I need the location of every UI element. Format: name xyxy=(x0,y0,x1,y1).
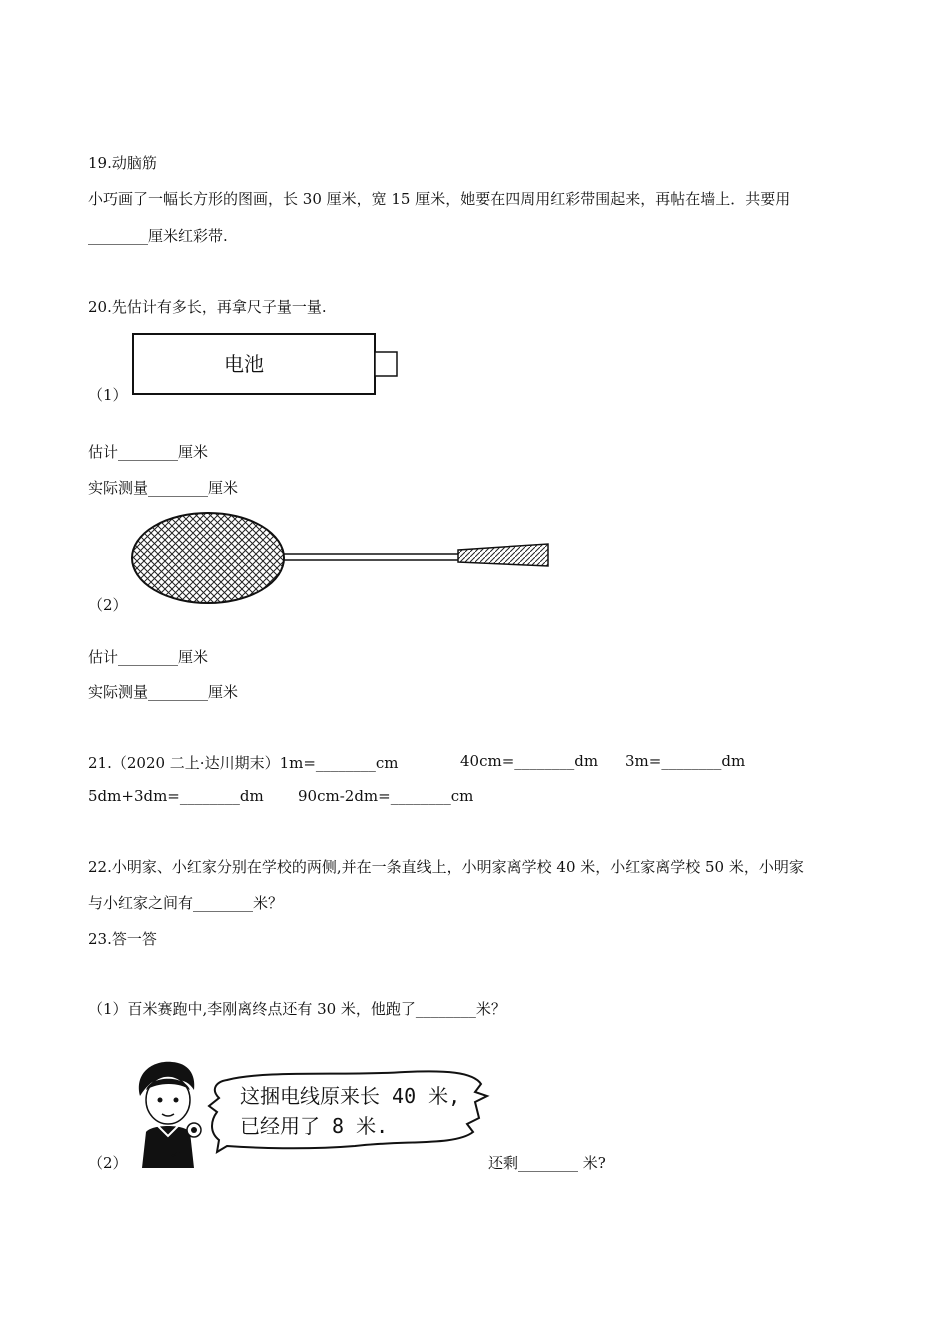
q21-item2: 40cm=________dm xyxy=(460,752,599,770)
q21-item1: 21.（2020 二上·达川期末）1m=________cm xyxy=(88,754,399,772)
q20-part2-label: （2） xyxy=(88,596,128,614)
q21-item5: 90cm-2dm=________cm xyxy=(298,787,474,805)
q19-text-line2: ________厘米红彩带. xyxy=(88,227,228,245)
q20-title: 20.先估计有多长，再拿尺子量一量. xyxy=(88,298,327,316)
q23-part2-label: （2） xyxy=(88,1154,128,1172)
q20-part1-measure: 实际测量________厘米 xyxy=(88,479,239,497)
q21-item4: 5dm+3dm=________dm xyxy=(88,787,264,805)
q20-part1-estimate: 估计________厘米 xyxy=(88,443,209,461)
q20-part2-measure: 实际测量________厘米 xyxy=(88,683,239,701)
q19-title: 19.动脑筋 xyxy=(88,154,157,172)
q21-item3: 3m=________dm xyxy=(625,752,746,770)
q23-part2-answer: 还剩________ 米? xyxy=(488,1154,606,1172)
q22-text-line1: 22.小明家、小红家分别在学校的两侧,并在一条直线上，小明家离学校 40 米，小红家离学校 50 米，小明家 xyxy=(88,858,804,876)
boy-illustration xyxy=(128,1060,210,1168)
q19-text-line1: 小巧画了一幅长方形的图画，长 30 厘米，宽 15 厘米，她要在四周用红彩带围起来，再帖在墙上．共要用 xyxy=(88,190,791,208)
q23-part1: （1）百米赛跑中,李刚离终点还有 30 米，他跑了________米？ xyxy=(88,1000,506,1018)
q23-title: 23.答一答 xyxy=(88,930,157,948)
q20-part1-label: （1） xyxy=(88,386,128,404)
battery-drawing xyxy=(132,333,402,397)
battery-label: 电池 xyxy=(224,352,264,376)
q22-text-line2: 与小红家之间有________米？ xyxy=(88,894,284,912)
q20-part2-estimate: 估计________厘米 xyxy=(88,648,209,666)
racket-drawing xyxy=(130,512,550,606)
bubble-text-line1: 这捆电线原来长 40 米, xyxy=(240,1084,461,1108)
bubble-text-line2: 已经用了 8 米. xyxy=(240,1114,389,1138)
